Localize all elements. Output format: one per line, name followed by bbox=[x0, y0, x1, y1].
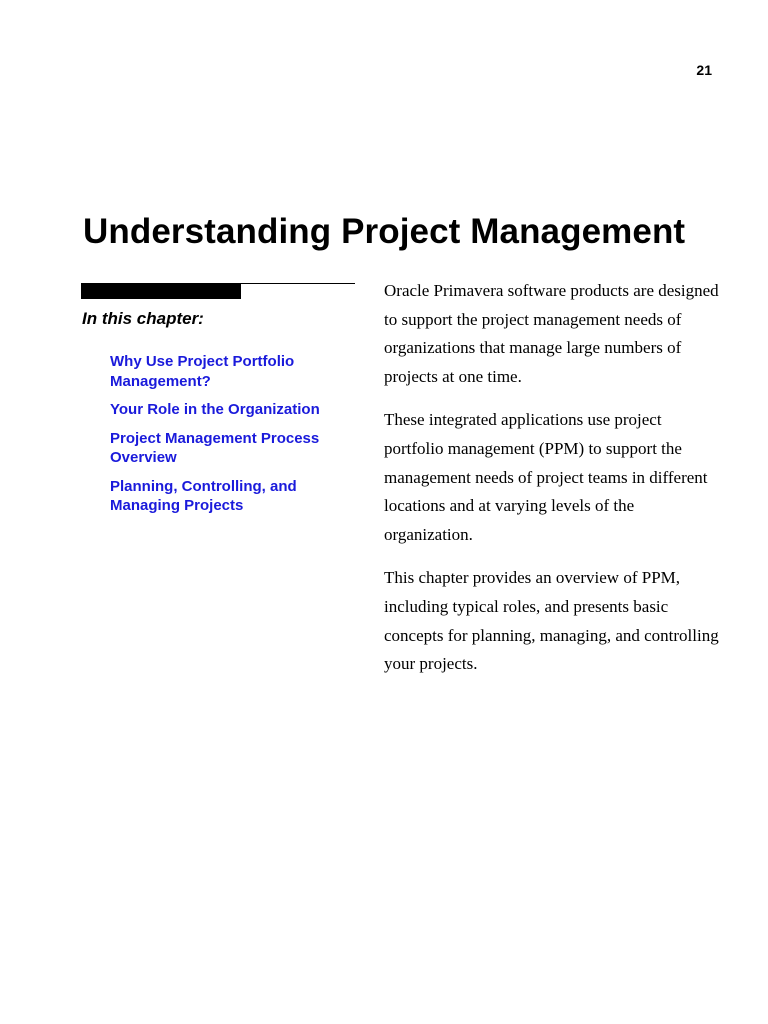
intro-paragraph: These integrated applications use project portfolio management (PPM) to support the management needs of project teams in different locations and at varying levels of the organization. bbox=[384, 410, 708, 544]
intro-paragraph: Oracle Primavera software products are designed to support the project management needs of organizations that manage large numbers of projects at one time. bbox=[384, 281, 719, 386]
toc-link-planning-controlling[interactable]: Planning, Controlling, and Managing Projects bbox=[110, 477, 297, 514]
chapter-intro bbox=[384, 277, 724, 694]
chapter-contents-list bbox=[110, 352, 350, 525]
page-number: 21 bbox=[696, 62, 712, 78]
toc-link-process-overview[interactable]: Project Management Process Overview bbox=[110, 429, 320, 466]
chapter-title: Understanding Project Management bbox=[83, 212, 686, 251]
sidebar-heading: In this chapter: bbox=[82, 309, 204, 328]
toc-link-your-role[interactable]: Your Role in the Organization bbox=[110, 401, 320, 418]
intro-paragraph: This chapter provides an overview of PPM, including typical roles, and presents basic concepts for planning, managing, and controlling your projects. bbox=[384, 568, 719, 674]
toc-link-why-use-ppm[interactable]: Why Use Project Portfolio Management? bbox=[110, 353, 295, 390]
sidebar-rule-bar bbox=[81, 284, 241, 299]
